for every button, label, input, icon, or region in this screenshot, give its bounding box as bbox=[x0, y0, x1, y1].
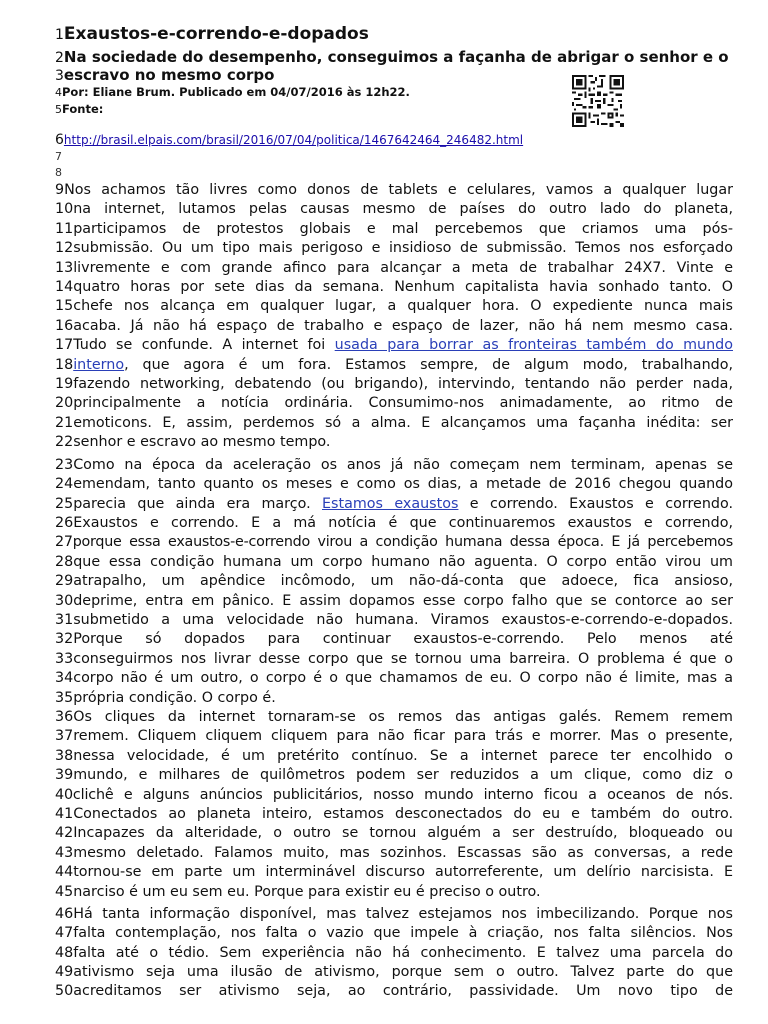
body-text: nessa velocidade, é um pretérito contínuo. Se a internet parece ter encolhido o bbox=[73, 747, 733, 764]
body-line bbox=[55, 592, 733, 611]
body-line bbox=[55, 708, 733, 727]
body-text: chefe nos alcança em qualquer lugar, a qualquer hora. O expediente nunca mais bbox=[73, 298, 733, 315]
body-line bbox=[55, 824, 733, 843]
body-line bbox=[55, 278, 733, 297]
body-text: livremente e com grande afinco para alcançar a meta de trabalhar 24X7. Vinte e bbox=[73, 259, 733, 276]
body-line bbox=[55, 495, 733, 514]
body-text: narciso é um eu sem eu. Porque para existir eu é preciso o outro. bbox=[73, 883, 541, 900]
line-number: 18 bbox=[55, 356, 74, 373]
body-line bbox=[55, 747, 733, 766]
line-number: 24 bbox=[55, 476, 74, 493]
body-line bbox=[55, 259, 733, 278]
line-number: 21 bbox=[55, 414, 74, 431]
line-number: 33 bbox=[55, 650, 74, 667]
body-line bbox=[55, 924, 733, 943]
body-line bbox=[55, 433, 733, 452]
body-text: quatro horas por sete dias da semana. Nenhum capitalista havia sonhado tanto. O bbox=[73, 279, 733, 295]
body-text: e correndo. Exaustos e correndo. bbox=[458, 495, 733, 512]
body-text: que essa condição humana um corpo humano não aguenta. O corpo então virou um bbox=[73, 553, 733, 570]
body-line bbox=[55, 456, 733, 475]
body-line bbox=[55, 905, 733, 924]
line-number: 46 bbox=[55, 905, 74, 922]
line-number: 29 bbox=[55, 573, 74, 590]
body-line bbox=[55, 297, 733, 316]
body-text: principalmente a notícia ordinária. Consumimo-nos animadamente, ao ritmo de bbox=[73, 395, 733, 412]
body-line bbox=[55, 982, 733, 1001]
article-title: Exaustos-e-correndo-e-dopados bbox=[63, 24, 369, 44]
body-text: tornou-se em parte um interminável discurso autorreferente, um delírio narcisista. E bbox=[73, 864, 733, 881]
body-line bbox=[55, 650, 733, 669]
line-number: 30 bbox=[55, 592, 74, 609]
line-number: 23 bbox=[55, 456, 74, 473]
line-number: 32 bbox=[55, 631, 74, 648]
body-text: falta contemplação, nos falta o vazio que impele à criação, nos falta silêncios. Nos bbox=[73, 925, 733, 942]
body-text: fazendo networking, debatendo (ou brigando), intervindo, tentando não perder nada, bbox=[73, 376, 733, 392]
body-line bbox=[55, 572, 733, 591]
body-line bbox=[55, 220, 733, 239]
line-number: 5 bbox=[55, 103, 62, 116]
body-line bbox=[55, 689, 733, 708]
line-number: 35 bbox=[55, 689, 74, 706]
line-number: 25 bbox=[55, 495, 74, 512]
line-number: 38 bbox=[55, 747, 74, 764]
body-text: submissão. Ou um tipo mais perigoso e insidioso de submissão. Temos nos esforçado bbox=[73, 240, 733, 257]
empty-line-7 bbox=[55, 150, 733, 163]
body-text: Nos achamos tão livres como donos de tablets e celulares, vamos a qualquer lugar bbox=[64, 182, 733, 198]
body-line bbox=[55, 611, 733, 630]
body-text: Porque só dopados para continuar exaustos-e-correndo. Pelo menos até bbox=[73, 631, 733, 648]
body-text: acreditamos ser ativismo seja, ao contrário, passividade. Um novo tipo de bbox=[73, 983, 733, 1000]
line-number: 3 bbox=[55, 68, 64, 84]
empty-line-8 bbox=[55, 166, 733, 179]
article-subtitle-line-1 bbox=[55, 48, 733, 66]
qr-code-icon bbox=[572, 75, 624, 127]
byline: Por: Eliane Brum. Publicado em 04/07/2016 às 12h22. bbox=[62, 85, 410, 99]
body-line bbox=[55, 375, 733, 394]
inline-link-interno[interactable]: interno bbox=[73, 356, 125, 373]
body-text: mundo, e milhares de quilômetros podem ser reduzidos a um clique, como diz o bbox=[73, 767, 733, 784]
line-number: 14 bbox=[55, 279, 74, 295]
line-number: 36 bbox=[55, 709, 74, 725]
body-line bbox=[55, 181, 733, 200]
body-line bbox=[55, 336, 733, 355]
line-number: 1 bbox=[55, 27, 64, 43]
body-text: na internet, lutamos pelas causas mesmo de países do outro lado do planeta, bbox=[73, 201, 733, 218]
line-number: 39 bbox=[55, 767, 74, 784]
body-text: deprime, entra em pânico. E assim dopamos esse corpo falho que se contorce ao ser bbox=[73, 592, 733, 609]
body-line bbox=[55, 766, 733, 785]
body-line bbox=[55, 786, 733, 805]
line-number: 4 bbox=[55, 86, 62, 99]
line-number: 41 bbox=[55, 806, 74, 822]
body-text: Incapazes da alteridade, o outro se tornou alguém a ser destruído, bloqueado ou bbox=[73, 825, 733, 842]
line-number: 50 bbox=[55, 983, 74, 1000]
body-line bbox=[55, 514, 733, 533]
body-line bbox=[55, 317, 733, 336]
inline-link-estamos-exaustos[interactable]: Estamos exaustos bbox=[322, 495, 459, 512]
body-text: senhor e escravo ao mesmo tempo. bbox=[73, 434, 331, 451]
body-line bbox=[55, 239, 733, 258]
body-line bbox=[55, 356, 733, 375]
line-number: 40 bbox=[55, 786, 73, 803]
line-number: 47 bbox=[55, 925, 74, 942]
body-line bbox=[55, 394, 733, 413]
line-number: 2 bbox=[55, 50, 64, 66]
line-number: 6 bbox=[55, 132, 64, 148]
line-number: 15 bbox=[55, 298, 74, 315]
body-line bbox=[55, 963, 733, 982]
body-line bbox=[55, 863, 733, 882]
line-number: 22 bbox=[55, 434, 74, 451]
body-line bbox=[55, 669, 733, 688]
body-line bbox=[55, 533, 733, 552]
body-line bbox=[55, 414, 733, 433]
source-label-line bbox=[55, 102, 733, 116]
body-line bbox=[55, 553, 733, 572]
line-number: 27 bbox=[55, 534, 73, 551]
line-number: 13 bbox=[55, 259, 74, 276]
source-url-link[interactable]: http://brasil.elpais.com/brasil/2016/07/04/politica/1467642464_246482.html bbox=[63, 133, 524, 147]
line-number: 16 bbox=[55, 317, 74, 334]
body-text: atrapalho, um apêndice incômodo, um não-dá-conta que adoece, fica ansioso, bbox=[73, 573, 733, 590]
line-number: 19 bbox=[55, 376, 74, 392]
body-line bbox=[55, 630, 733, 649]
article-subtitle-part-2: escravo no mesmo corpo bbox=[63, 66, 275, 84]
body-text: parecia que ainda era março. bbox=[73, 495, 323, 512]
line-number: 11 bbox=[55, 220, 74, 237]
line-number: 45 bbox=[55, 883, 74, 900]
line-number: 12 bbox=[55, 240, 74, 257]
body-text: emendam, tanto quanto os meses e como os dias, a metade de 2016 chegou quando bbox=[73, 476, 733, 493]
line-number: 10 bbox=[55, 201, 74, 218]
body-text: submetido a uma velocidade não humana. Viramos exaustos-e-correndo-e-dopados. bbox=[73, 612, 733, 628]
body-text: Há tanta informação disponível, mas talvez estejamos nos imbecilizando. Porque nos bbox=[73, 905, 733, 922]
line-number: 44 bbox=[55, 864, 74, 881]
article-subtitle-part-1: Na sociedade do desempenho, conseguimos a façanha de abrigar o senhor e o bbox=[63, 48, 729, 66]
line-number: 43 bbox=[55, 844, 74, 861]
line-number: 28 bbox=[55, 553, 74, 570]
body-text: ativismo seja uma ilusão de ativismo, porque sem o outro. Talvez parte do que bbox=[73, 964, 733, 980]
body-line bbox=[55, 475, 733, 494]
line-number: 20 bbox=[55, 395, 74, 412]
line-number: 8 bbox=[55, 166, 62, 179]
body-line bbox=[55, 805, 733, 824]
line-number: 17 bbox=[55, 337, 74, 354]
body-text: corpo não é um outro, o corpo é o que chamamos de eu. O corpo não é limite, mas a bbox=[73, 670, 733, 687]
body-text: porque essa exaustos-e-correndo virou a condição humana dessa época. E já percebemos bbox=[72, 534, 733, 551]
body-line bbox=[55, 727, 733, 746]
line-number: 37 bbox=[55, 728, 74, 745]
body-text: acaba. Já não há espaço de trabalho e espaço de lazer, não há nem mesmo casa. bbox=[73, 317, 733, 334]
body-text: conseguirmos nos livrar desse corpo que se tornou uma barreira. O problema é que o bbox=[73, 650, 733, 667]
source-label: Fonte: bbox=[62, 102, 104, 116]
line-number: 31 bbox=[55, 612, 74, 628]
body-line bbox=[55, 200, 733, 219]
body-text: , que agora é um fora. Estamos sempre, de algum modo, trabalhando, bbox=[124, 356, 733, 373]
line-number: 48 bbox=[55, 944, 74, 961]
line-number: 9 bbox=[55, 182, 65, 198]
body-text: Tudo se confunde. A internet foi bbox=[73, 337, 335, 354]
article-title-line bbox=[55, 24, 733, 44]
body-line bbox=[55, 944, 733, 963]
body-text: Como na época da aceleração os anos já não começam nem terminam, apenas se bbox=[73, 456, 733, 473]
body-text: remem. Cliquem cliquem cliquem para não ficar para trás e morrer. Mas o presente, bbox=[73, 728, 733, 745]
body-line bbox=[55, 844, 733, 863]
byline-line bbox=[55, 85, 733, 99]
line-number: 26 bbox=[55, 515, 74, 531]
inline-link-fronteiras[interactable]: usada para borrar as fronteiras também do mundo bbox=[334, 337, 733, 354]
body-text: mesmo deletado. Falamos muito, mas sozinhos. Escassas são as conversas, a rede bbox=[73, 844, 733, 861]
body-text: própria condição. O corpo é. bbox=[73, 689, 276, 706]
body-text: Exaustos e correndo. E a má notícia é que continuaremos exaustos e correndo, bbox=[73, 515, 733, 531]
body-text: emoticons. E, assim, perdemos só a alma. E alcançamos uma façanha inédita: ser bbox=[73, 414, 733, 431]
body-text: falta até o tédio. Sem experiência não há conhecimento. E talvez uma parcela do bbox=[73, 944, 733, 961]
body-line bbox=[55, 883, 733, 902]
body-text: participamos de protestos globais e mal percebemos que criamos uma pós- bbox=[73, 220, 733, 237]
body-text: Os cliques da internet tornaram-se os remos das antigas galés. Remem remem bbox=[73, 709, 733, 725]
line-number: 34 bbox=[55, 670, 74, 687]
body-text: Conectados ao planeta inteiro, estamos desconectados do eu e também do outro. bbox=[73, 806, 733, 822]
line-number: 49 bbox=[55, 964, 74, 980]
article-subtitle-line-2 bbox=[55, 66, 733, 84]
line-number: 7 bbox=[55, 150, 62, 163]
body-text: clichê e alguns anúncios publicitários, nosso mundo interno ficou a oceanos de nós. bbox=[72, 786, 733, 803]
line-number: 42 bbox=[55, 825, 74, 842]
source-url-line bbox=[55, 132, 733, 148]
